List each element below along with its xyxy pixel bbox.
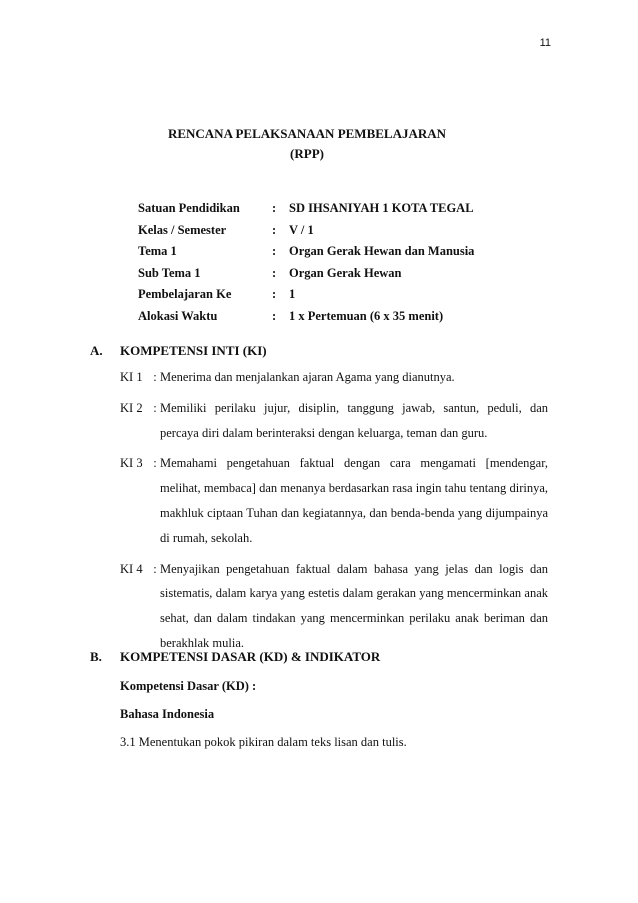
identity-value: 1 x Pertemuan (6 x 35 menit) <box>289 308 444 323</box>
identity-value: 1 <box>289 287 296 302</box>
section-a-heading <box>90 343 267 359</box>
document-title <box>0 124 638 164</box>
identity-row <box>138 241 474 263</box>
kd-subject: Bahasa Indonesia <box>120 706 215 721</box>
section-b-heading <box>90 649 380 665</box>
identity-colon: : <box>272 287 277 302</box>
ki-text: Memiliki perilaku jujur, disiplin, tanggung jawab, santun, peduli, dan percaya diri dalam berinteraksi dengan keluarga, teman dan guru. <box>160 400 548 440</box>
ki-separator: : <box>153 561 157 576</box>
ki-item <box>120 401 548 446</box>
identity-label: Tema 1 <box>138 244 177 259</box>
ki-text: Menyajikan pengetahuan faktual dalam bahasa yang jelas dan logis dan sistematis, dalam karya yang estetis dalam gerakan yang mencerminkan anak sehat, dan dalam tindakan yang mencerminkan perilaku anak beriman dan berakhlak mulia. <box>160 561 548 650</box>
ki-item <box>120 370 548 390</box>
ki-item <box>120 562 548 656</box>
identity-label: Pembelajaran Ke <box>138 287 232 302</box>
identity-label: Kelas / Semester <box>138 222 227 237</box>
ki-separator: : <box>153 370 157 384</box>
identity-colon: : <box>272 244 277 259</box>
identity-row <box>138 198 474 220</box>
ki-number: KI 1 <box>120 370 143 384</box>
ki-number: KI 3 <box>120 456 143 471</box>
identity-colon: : <box>272 308 277 323</box>
ki-number: KI 2 <box>120 400 143 415</box>
ki-text: Menerima dan menjalankan ajaran Agama yang dianutnya. <box>160 370 455 384</box>
identity-row <box>138 284 474 306</box>
ki-list <box>120 370 548 667</box>
ki-separator: : <box>153 400 157 415</box>
ki-text: Memahami pengetahuan faktual dengan cara mengamati [mendengar, melihat, membaca] dan menanya berdasarkan rasa ingin tahu tentang dirinya, makhluk ciptaan Tuhan dan kegiatannya, dan benda-benda yang dijumpainya di rumah, sekolah. <box>160 456 548 545</box>
identity-colon: : <box>272 265 277 280</box>
identity-table <box>138 198 474 327</box>
kd-item: 3.1 Menentukan pokok pikiran dalam teks lisan dan tulis. <box>120 734 407 749</box>
identity-label: Sub Tema 1 <box>138 265 201 280</box>
section-title: KOMPETENSI INTI (KI) <box>120 343 267 358</box>
section-letter: B. <box>90 649 102 664</box>
title-line-2: (RPP) <box>290 146 324 161</box>
identity-row <box>138 220 474 242</box>
identity-row <box>138 306 474 328</box>
identity-colon: : <box>272 222 277 237</box>
ki-number: KI 4 <box>120 561 143 576</box>
identity-row <box>138 263 474 285</box>
title-line-1: RENCANA PELAKSANAAN PEMBELAJARAN <box>167 126 447 141</box>
identity-value: Organ Gerak Hewan dan Manusia <box>289 244 475 259</box>
identity-colon: : <box>272 201 277 216</box>
kd-block <box>120 672 407 756</box>
section-title: KOMPETENSI DASAR (KD) & INDIKATOR <box>120 649 381 664</box>
ki-item <box>120 456 548 550</box>
kd-subheading: Kompetensi Dasar (KD) : <box>120 678 257 693</box>
section-letter: A. <box>90 343 103 358</box>
page-number: 11 <box>539 37 551 49</box>
identity-value: SD IHSANIYAH 1 KOTA TEGAL <box>289 201 474 216</box>
identity-value: V / 1 <box>289 222 314 237</box>
identity-label: Alokasi Waktu <box>138 308 218 323</box>
identity-value: Organ Gerak Hewan <box>289 265 402 280</box>
identity-label: Satuan Pendidikan <box>138 201 240 216</box>
ki-separator: : <box>153 456 157 471</box>
